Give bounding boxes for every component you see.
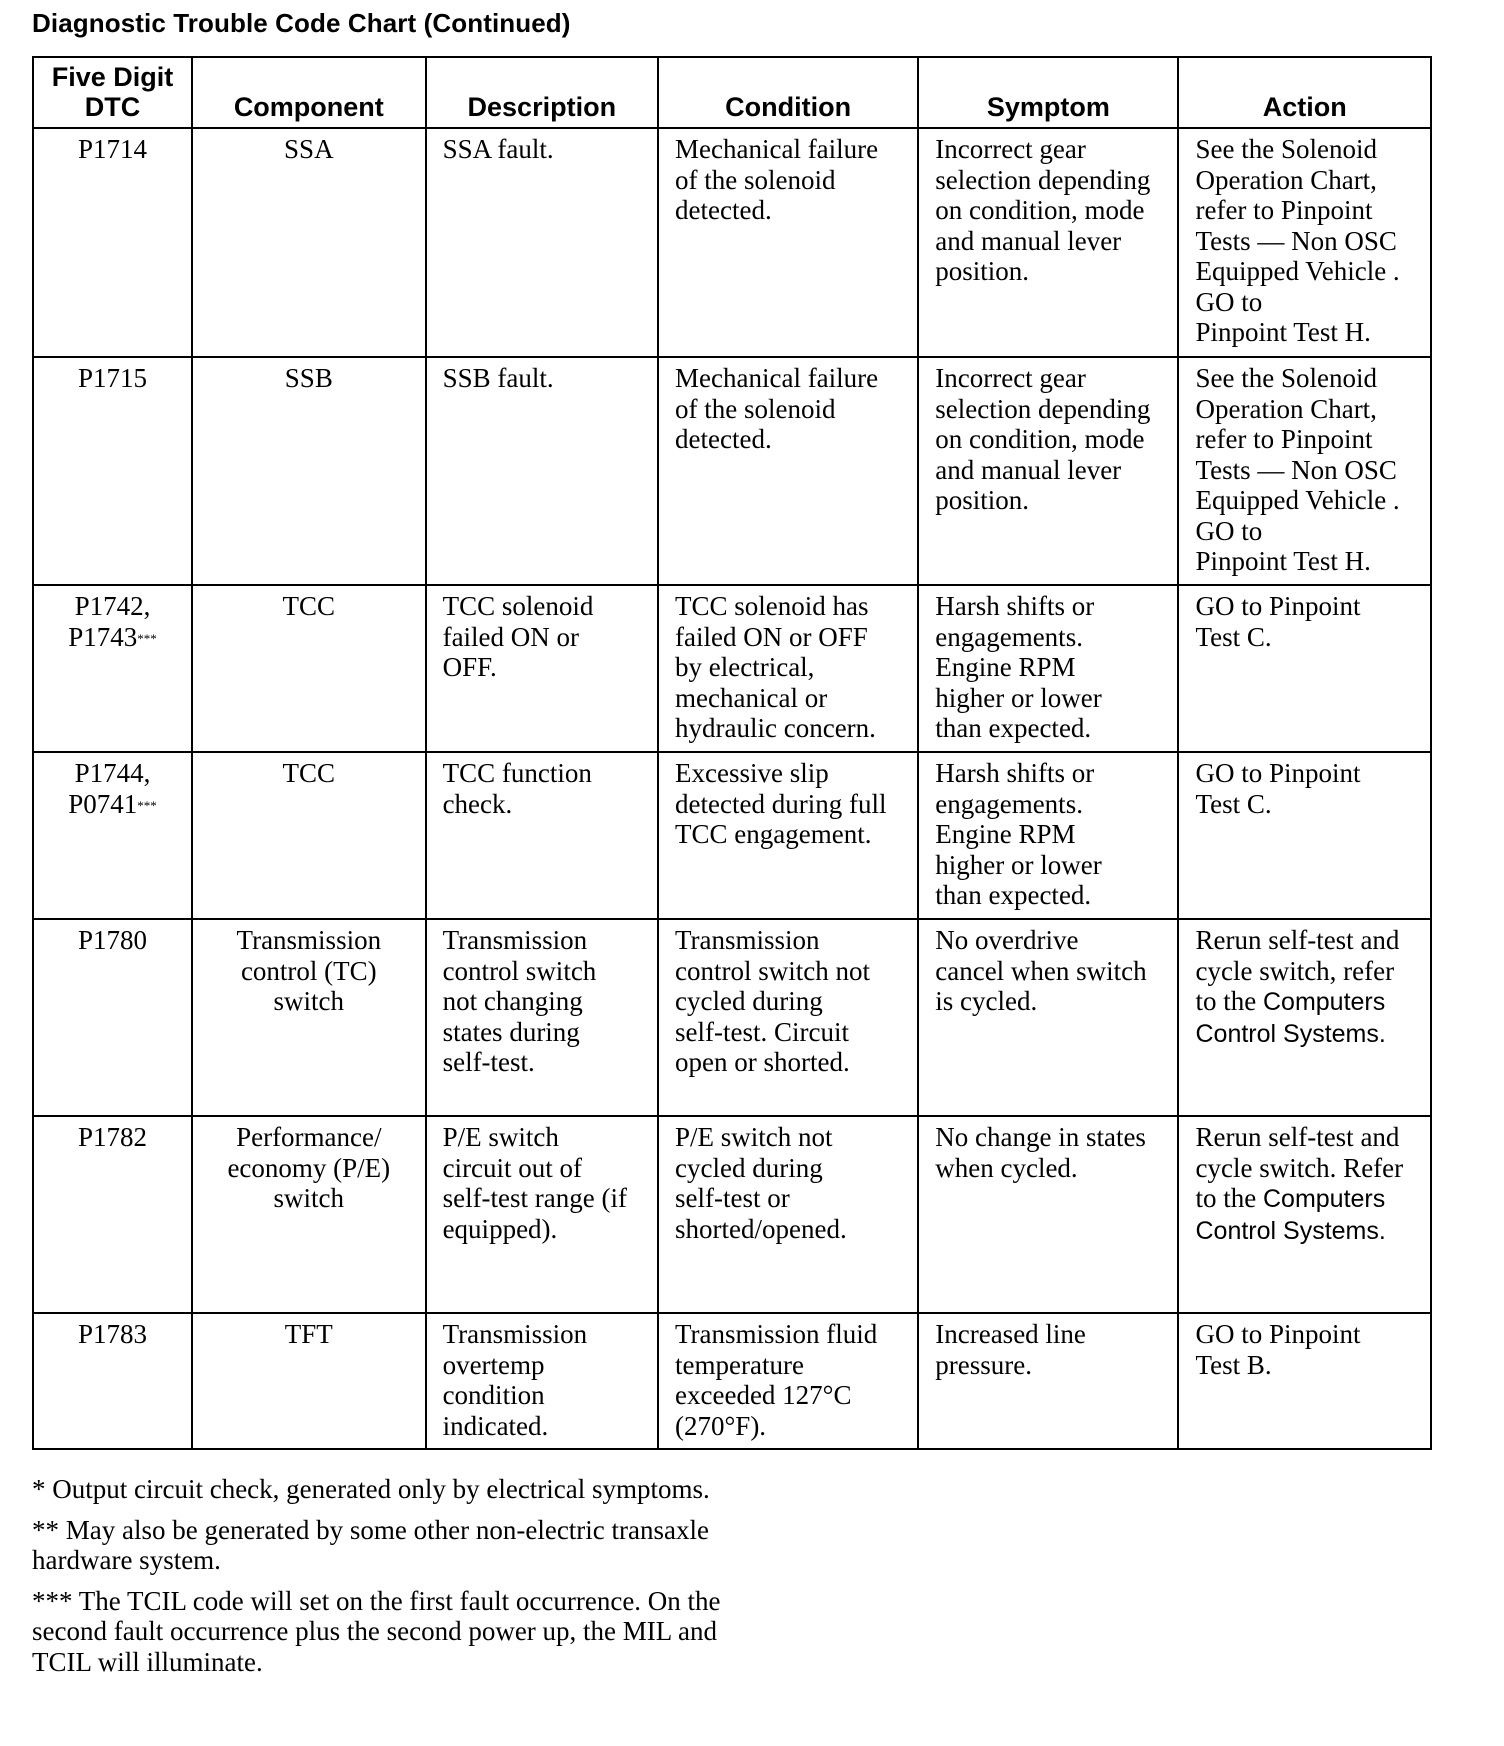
condition-cell: Transmission control switch not cycled during self-test. Circuit open or shorted. [658,919,918,1116]
chart-title: Diagnostic Trouble Code Chart (Continued) [32,8,571,38]
action-cell: GO to Pinpoint Test C. [1178,585,1431,752]
dtc-table [32,56,1432,1450]
header-symptom: Symptom [918,57,1178,128]
component-cell: TCC [192,752,426,919]
component-cell: TCC [192,585,426,752]
header-action: Action [1178,57,1431,128]
description-cell: TCC function check. [426,752,658,919]
action-cell: Rerun self-test and cycle switch. Refer to the Computers Control Systems. [1178,1116,1431,1313]
header-component: Component [192,57,426,128]
dtc-cell: P1780 [33,919,192,1116]
dtc-cell: P1714 [33,128,192,357]
dtc-code: P0741 [68,788,138,819]
dtc-cell: P1782 [33,1116,192,1313]
condition-cell: P/E switch not cycled during self-test or shorted/opened. [658,1116,918,1313]
symptom-cell: No overdrive cancel when switch is cycled. [918,919,1178,1116]
footnote: *** The TCIL code will set on the first fault occurrence. On the second fault occurrence plus the second power up, the MIL and TCIL will illuminate. [32,1585,721,1677]
action-cell: Rerun self-test and cycle switch, refer to the Computers Control Systems. [1178,919,1431,1116]
symptom-cell: Harsh shifts or engagements. Engine RPM higher or lower than expected. [918,752,1178,919]
dtc-cell [33,585,192,752]
description-cell: SSB fault. [426,357,658,585]
header-dtc: Five Digit DTC [33,57,192,128]
symptom-cell: Harsh shifts or engagements. Engine RPM higher or lower than expected. [918,585,1178,752]
condition-cell: Mechanical failure of the solenoid detected. [658,357,918,585]
dtc-cell: P1783 [33,1313,192,1449]
action-cell: See the Solenoid Operation Chart, refer to Pinpoint Tests — Non OSC Equipped Vehicle . GO to Pinpoint Test H. [1178,128,1431,357]
dtc-code: P1744, [74,758,151,788]
component-cell: Transmission control (TC) switch [192,919,426,1116]
table-row [33,585,1431,752]
table-header-row [33,57,1431,128]
condition-cell: Mechanical failure of the solenoid detected. [658,128,918,357]
action-cell: GO to Pinpoint Test B. [1178,1313,1431,1449]
dtc-code: P1743 [68,621,138,652]
description-cell: SSA fault. [426,128,658,357]
description-cell: TCC solenoid failed ON or OFF. [426,585,658,752]
component-cell: SSA [192,128,426,357]
header-description: Description [426,57,658,128]
cross-reference: Computers Control Systems. [1195,1185,1386,1245]
symptom-cell: Increased line pressure. [918,1313,1178,1449]
component-cell: SSB [192,357,426,585]
action-cell: See the Solenoid Operation Chart, refer to Pinpoint Tests — Non OSC Equipped Vehicle . GO to Pinpoint Test H. [1178,357,1431,585]
description-cell: Transmission overtemp condition indicated. [426,1313,658,1449]
table-row [33,357,1431,585]
description-cell: P/E switch circuit out of self-test range (if equipped). [426,1116,658,1313]
symptom-cell: Incorrect gear selection depending on condition, mode and manual lever position. [918,128,1178,357]
symptom-cell: No change in states when cycled. [918,1116,1178,1313]
table-row [33,1116,1431,1313]
table-row [33,752,1431,919]
dtc-code: P1742, [74,591,151,621]
table-row [33,919,1431,1116]
footnote: * Output circuit check, generated only by electrical symptoms. [32,1474,710,1504]
condition-cell: Transmission fluid temperature exceeded 127°C (270°F). [658,1313,918,1449]
action-cell: GO to Pinpoint Test C. [1178,752,1431,919]
dtc-cell: P1715 [33,357,192,585]
header-condition: Condition [658,57,918,128]
footnote-marker: *** [137,630,157,646]
component-cell: Performance/ economy (P/E) switch [192,1116,426,1313]
symptom-cell: Incorrect gear selection depending on condition, mode and manual lever position. [918,357,1178,585]
dtc-cell [33,752,192,919]
footnote-marker: *** [137,797,157,813]
component-cell: TFT [192,1313,426,1449]
footnotes [32,1474,752,1687]
table-row [33,128,1431,357]
condition-cell: Excessive slip detected during full TCC engagement. [658,752,918,919]
description-cell: Transmission control switch not changing states during self-test. [426,919,658,1116]
footnote: ** May also be generated by some other non-electric transaxle hardware system. [32,1514,709,1575]
table-row [33,1313,1431,1449]
cross-reference: Computers Control Systems. [1195,988,1386,1048]
condition-cell: TCC solenoid has failed ON or OFF by electrical, mechanical or hydraulic concern. [658,585,918,752]
